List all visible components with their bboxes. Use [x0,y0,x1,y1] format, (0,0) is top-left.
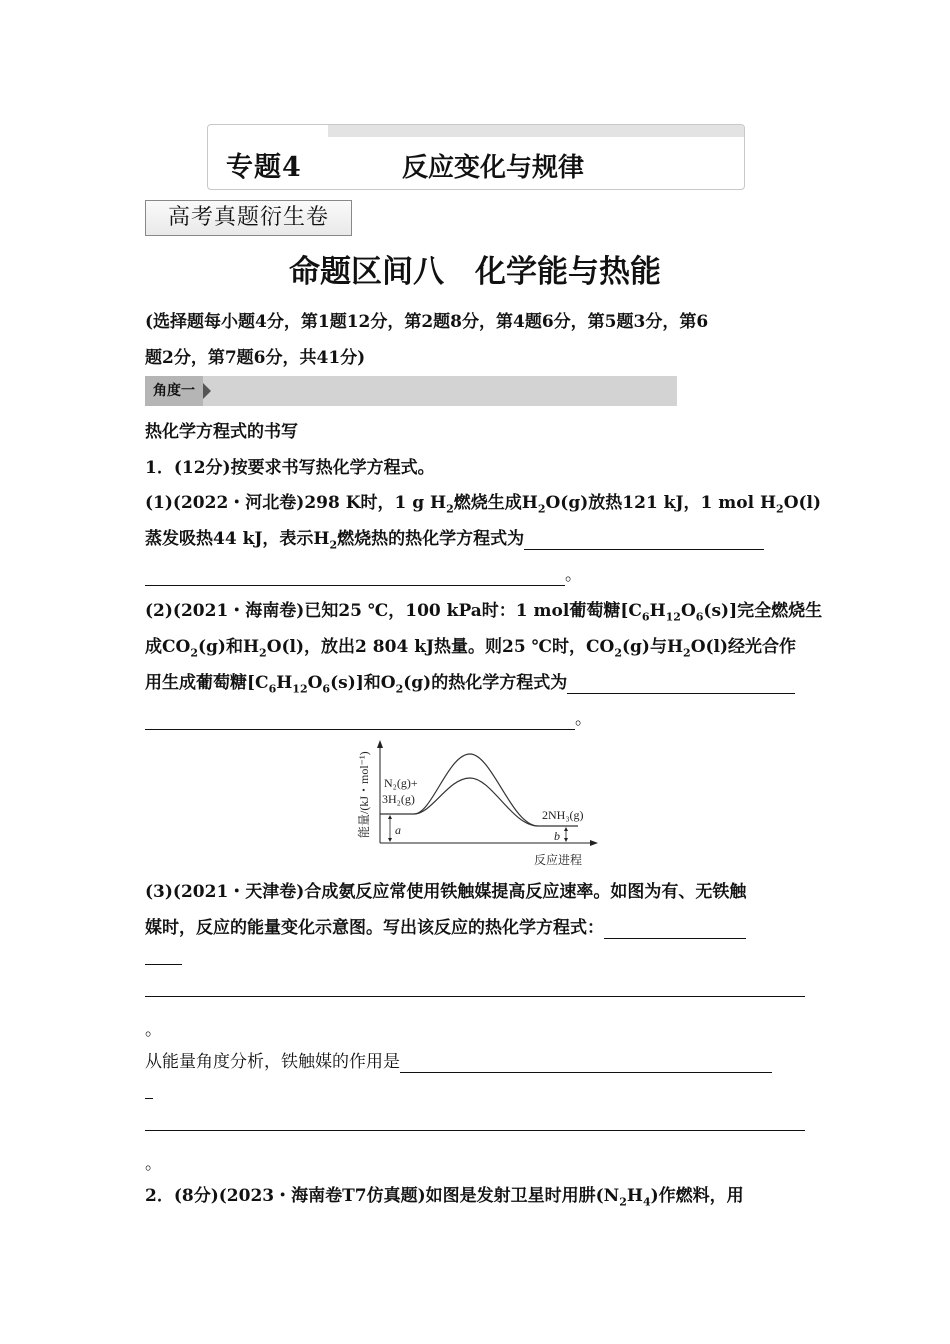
q1-p2-line4: 。 [145,701,809,737]
q1-p3-end: 。 [145,1020,162,1040]
topic-title: 反应变化与规律 [402,153,585,183]
q1-p3-line2: 媒时，反应的能量变化示意图。写出该反应的热化学方程式： [145,910,809,946]
answer-blank[interactable] [145,565,565,586]
q1-p2-source: (2)(2021・海南卷) [145,601,305,621]
section-heading: 热化学方程式的书写 [145,422,298,442]
b-label: b [554,829,560,843]
energy-diagram [352,740,602,870]
x-axis-label: 反应进程 [534,853,583,867]
score-note-1: (选择题每小题4分，第1题12分，第2题8分，第4题6分，第5题3分，第6 [145,312,709,332]
y-axis-arrow [377,740,383,748]
reactant-label-2: 3H₂(g) [382,792,415,806]
answer-blank[interactable] [145,1098,153,1099]
arrow-right-icon [203,383,211,399]
x-axis-arrow [590,840,598,846]
angle-label: 角度一 [145,376,203,406]
answer-blank[interactable] [145,964,182,965]
answer-blank[interactable] [145,709,575,730]
topic-number: 专题4 [226,152,302,183]
a-label: a [395,823,401,837]
answer-blank[interactable] [567,673,795,694]
q1-p3-line1: (3)(2021・天津卷)合成氨反应常使用铁触媒提高反应速率。如图为有、无铁触 [145,882,747,902]
q1-p3-end2: 。 [145,1154,162,1174]
q2-line1: 2．(8分)(2023・海南卷T7仿真题)如图是发射卫星时用肼$(N_2H_4)$作燃料，用 [145,1186,744,1209]
q1-p1-source: (1)(2022・河北卷) [145,493,305,513]
page-title: 命题区间八 化学能与热能 [289,254,661,290]
b-arrow-head-top [564,827,568,831]
header-stripe [328,125,745,137]
y-axis-label: 能量/(kJ・mol⁻¹) [357,751,371,838]
q1-p3-analysis: 从能量角度分析，铁触媒的作用是 [145,1044,809,1080]
reactant-label-1: N₂(g)+ [384,776,418,790]
q1-p1-line3: 。 [145,557,809,593]
q1-p3-source: (3)(2021・天津卷) [145,882,305,902]
b-arrow-head-bottom [564,838,568,842]
q1-p2-line3: 用生成葡萄糖$[C_6H_{12}O_6(s)]$和$O_2(g)$的热化学方程式为 [145,665,809,701]
answer-blank[interactable] [145,1130,805,1131]
a-arrow-head-bottom [388,838,392,842]
answer-blank[interactable] [400,1052,772,1073]
paper-tag: 高考真题衍生卷 [145,200,352,236]
q1-p2-line2: 成$CO_2(g)$和$H_2O(l)$，放出2 804 kJ热量。则25 ℃时，$CO_2(g)$与$H_2O(l)$经光合作 [145,637,797,660]
a-arrow-head-top [388,815,392,819]
q1-p2-line1: (2)(2021・海南卷)已知25 ℃，100 kPa时：1 mol葡萄糖$[C_6H_{12}O_6(s)]$完全燃烧生 [145,601,823,624]
angle-bar [145,376,677,406]
score-note-2: 题2分，第7题6分，共41分) [145,348,366,368]
q1-p1-line2: 蒸发吸热44 kJ，表示$H_2$燃烧热的热化学方程式为 [145,521,809,557]
catalyzed-curve [414,778,538,826]
q1-p1-line1: (1)(2022・河北卷)298 K时，1 g $H_2$燃烧生成$H_2O(g)$放热121 kJ，1 mol $H_2O(l)$ [145,493,822,516]
answer-blank[interactable] [524,529,764,550]
q1-stem: 1．(12分)按要求书写热化学方程式。 [145,458,435,478]
answer-blank[interactable] [145,996,805,997]
topic-header [207,124,745,190]
q2-lead: 2．(8分)(2023・海南卷T7仿真题) [145,1186,426,1206]
product-label: 2NH₃(g) [542,808,584,822]
answer-blank[interactable] [604,918,746,939]
